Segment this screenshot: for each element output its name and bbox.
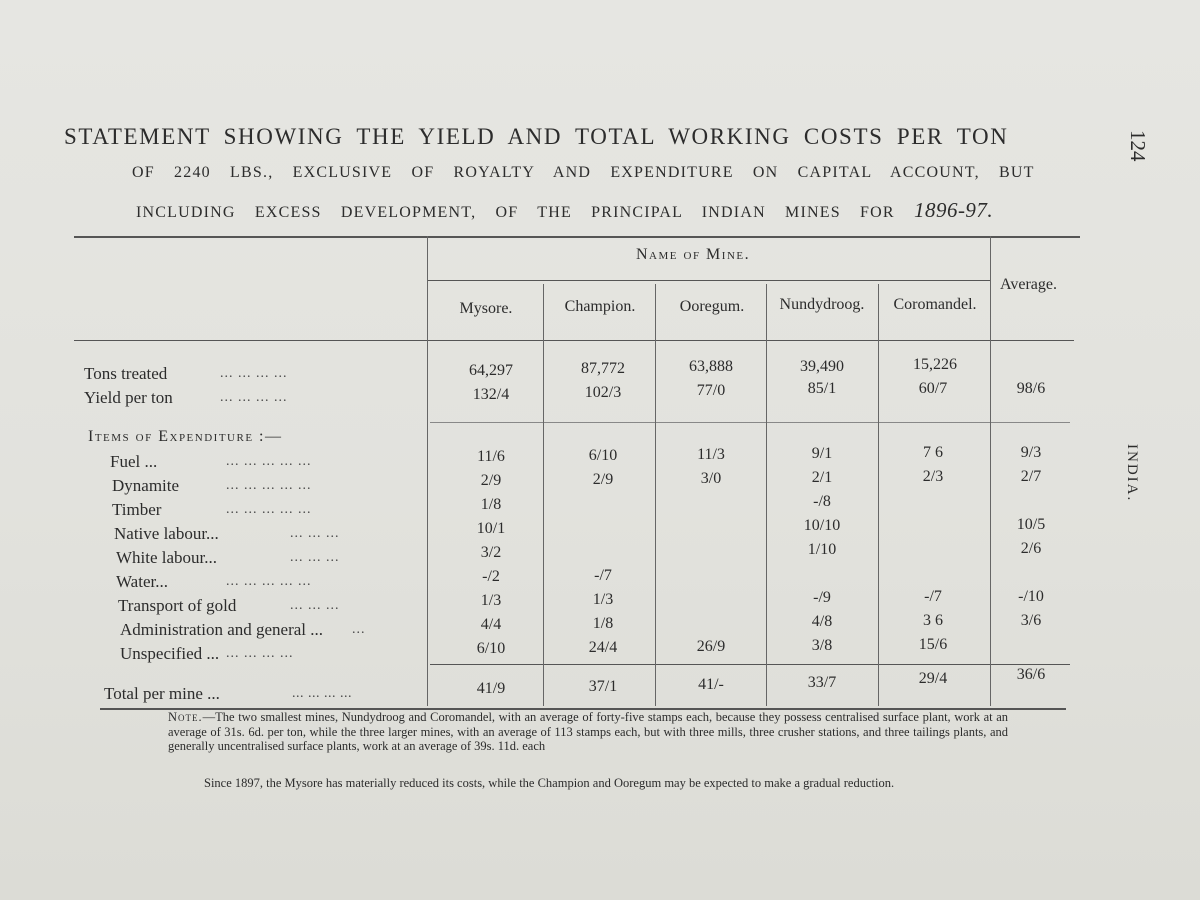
- cell-yield-average: 98/6: [1016, 380, 1046, 397]
- footnote: [168, 710, 1008, 754]
- cell-exp-0-1: 6/10: [588, 447, 618, 464]
- cell-exp-7-3: 4/8: [811, 613, 833, 630]
- cell-exp-6-0: 1/3: [480, 592, 502, 609]
- cell-exp-4-average: 2/6: [1020, 540, 1042, 557]
- footnote-text: —The two smallest mines, Nundydroog and Coromandel, with an average of forty-five stamps each, because they possess centralised surface plant, work at an average of 31s. 6d. per ton, while the three larger mines, with an average of 113 stamps each, but with three mills, three crusher stations, and three tailings plants, and generally uncentralised surface plants, work at an average of 39s. 11d. each: [168, 710, 1008, 753]
- cell-tons-mysore: 64,297: [469, 362, 513, 379]
- cell-exp-2-0: 1/8: [480, 496, 502, 513]
- cell-exp-5-0: -/2: [482, 568, 500, 585]
- cell-tons-coromandel: 15,226: [913, 356, 957, 373]
- cell-total-coromandel: 29/4: [918, 670, 948, 687]
- cell-exp-3-average: 10/5: [1016, 516, 1046, 533]
- cell-tons-ooregum: 63,888: [689, 358, 733, 375]
- mine-header-ooregum: Ooregum.: [679, 298, 745, 315]
- footnote-2-text: Since 1897, the Mysore has materially reduced its costs, while the Champion and Ooregum may be expected to make a gradual reduction.: [204, 776, 895, 790]
- cell-exp-3-0: 10/1: [476, 520, 506, 537]
- cell-exp-3-3: 10/10: [803, 517, 841, 534]
- cell-exp-8-4: 15/6: [918, 636, 948, 653]
- cell-exp-1-average: 2/7: [1020, 468, 1042, 485]
- expenditure-heading: Items of Expenditure :—: [88, 428, 283, 445]
- side-label: INDIA.: [1124, 444, 1140, 503]
- cell-exp-6-1: 1/3: [592, 591, 614, 608]
- mine-header-mysore: Mysore.: [459, 300, 513, 317]
- table-top-rule: [74, 236, 1080, 238]
- page-number: 124: [1126, 130, 1150, 162]
- cell-exp-8-3: 3/8: [811, 637, 833, 654]
- cell-tons-nundydroog: 39,490: [800, 358, 844, 375]
- total-top-rule: [430, 664, 1070, 665]
- row-label-exp-2: Timber: [112, 500, 162, 519]
- cell-total-champion: 37/1: [588, 678, 618, 695]
- title-line-1: STATEMENT SHOWING THE YIELD AND TOTAL WORKING COSTS PER TON: [64, 124, 1009, 149]
- cell-exp-7-1: 1/8: [592, 615, 614, 632]
- cell-yield-nundydroog: 85/1: [807, 380, 837, 397]
- row-dots-yield: ... ... ... ...: [220, 390, 288, 405]
- cell-exp-1-4: 2/3: [922, 468, 944, 485]
- cell-exp-0-3: 9/1: [811, 445, 833, 462]
- row-label-exp-3: Native labour...: [114, 524, 219, 543]
- title-line-3-text: INCLUDING EXCESS DEVELOPMENT, OF THE PRINCIPAL INDIAN MINES FOR: [136, 204, 895, 221]
- average-header: Average.: [1000, 276, 1057, 293]
- row-label-exp-1: Dynamite: [112, 476, 180, 495]
- row-dots-exp-2: ... ... ... ... ...: [226, 502, 312, 517]
- footnote-prefix: Note.: [168, 710, 203, 724]
- expenditure-rule: [430, 422, 1070, 423]
- row-dots-total: ... ... ... ...: [292, 686, 352, 701]
- row-dots-exp-5: ... ... ... ... ...: [226, 574, 312, 589]
- cell-tons-champion: 87,772: [581, 360, 625, 377]
- cell-exp-0-4: 7 6: [923, 444, 943, 461]
- mine-header-nundydroog: Nundydroog.: [779, 296, 865, 313]
- row-label-exp-6: Transport of gold: [118, 596, 237, 615]
- row-dots-tons-treated: ... ... ... ...: [220, 366, 288, 381]
- cell-exp-0-2: 11/3: [697, 446, 725, 463]
- col-divider-0: [427, 236, 428, 706]
- title-line-3: [136, 198, 1084, 223]
- row-label-total: Total per mine ...: [104, 684, 220, 703]
- cell-total-nundydroog: 33/7: [807, 674, 837, 691]
- row-dots-exp-1: ... ... ... ... ...: [226, 478, 312, 493]
- cell-exp-7-0: 4/4: [480, 616, 502, 633]
- cell-yield-ooregum: 77/0: [696, 382, 726, 399]
- cell-exp-8-0: 6/10: [476, 640, 506, 657]
- cell-yield-mysore: 132/4: [472, 386, 510, 403]
- title-line-2: OF 2240 LBS., EXCLUSIVE OF ROYALTY AND EXPENDITURE ON CAPITAL ACCOUNT, BUT: [132, 164, 1035, 181]
- cell-exp-8-2: 26/9: [696, 638, 726, 655]
- cell-exp-7-4: 3 6: [923, 612, 943, 629]
- row-label-exp-5: Water...: [116, 572, 168, 591]
- cell-exp-0-0: 11/6: [477, 448, 505, 465]
- cell-exp-1-1: 2/9: [592, 471, 614, 488]
- cell-exp-4-0: 3/2: [480, 544, 502, 561]
- header-bottom-rule: [74, 340, 1074, 341]
- row-dots-exp-8: ... ... ... ...: [226, 646, 294, 661]
- row-dots-exp-6: ... ... ...: [290, 598, 340, 613]
- cell-exp-5-1: -/7: [594, 567, 612, 584]
- row-dots-exp-0: ... ... ... ... ...: [226, 454, 312, 469]
- cell-yield-coromandel: 60/7: [918, 380, 948, 397]
- mine-header-champion: Champion.: [564, 298, 636, 315]
- cell-total-average: 36/6: [1016, 666, 1046, 683]
- cell-exp-6-3: -/9: [813, 589, 831, 606]
- row-dots-exp-3: ... ... ...: [290, 526, 340, 541]
- footnote-2: [168, 776, 1008, 791]
- row-label-exp-7: Administration and general ...: [120, 620, 324, 639]
- cell-yield-champion: 102/3: [584, 384, 622, 401]
- cell-exp-4-3: 1/10: [807, 541, 837, 558]
- row-label-tons-treated: Tons treated: [84, 364, 168, 383]
- cell-exp-2-3: -/8: [813, 493, 831, 510]
- row-label-yield: Yield per ton: [84, 388, 173, 407]
- row-dots-exp-4: ... ... ...: [290, 550, 340, 565]
- cell-total-mysore: 41/9: [476, 680, 506, 697]
- mine-header-coromandel: Coromandel.: [893, 296, 977, 313]
- row-label-exp-8: Unspecified ...: [120, 644, 220, 663]
- row-label-exp-0: Fuel ...: [110, 452, 158, 471]
- cell-exp-8-1: 24/4: [588, 639, 618, 656]
- group-header-rule: [428, 280, 990, 281]
- cell-exp-7-average: 3/6: [1020, 612, 1042, 629]
- row-label-exp-4: White labour...: [116, 548, 218, 567]
- cell-exp-6-4: -/7: [924, 588, 942, 605]
- title-year: 1896-97.: [913, 198, 994, 222]
- cell-exp-6-average: -/10: [1018, 588, 1044, 605]
- cell-total-ooregum: 41/-: [698, 676, 724, 693]
- group-header: Name of Mine.: [636, 246, 751, 263]
- cell-exp-0-average: 9/3: [1020, 444, 1042, 461]
- cell-exp-1-0: 2/9: [480, 472, 502, 489]
- cell-exp-1-2: 3/0: [700, 470, 722, 487]
- row-dots-exp-7: ...: [352, 622, 366, 637]
- cell-exp-1-3: 2/1: [811, 469, 833, 486]
